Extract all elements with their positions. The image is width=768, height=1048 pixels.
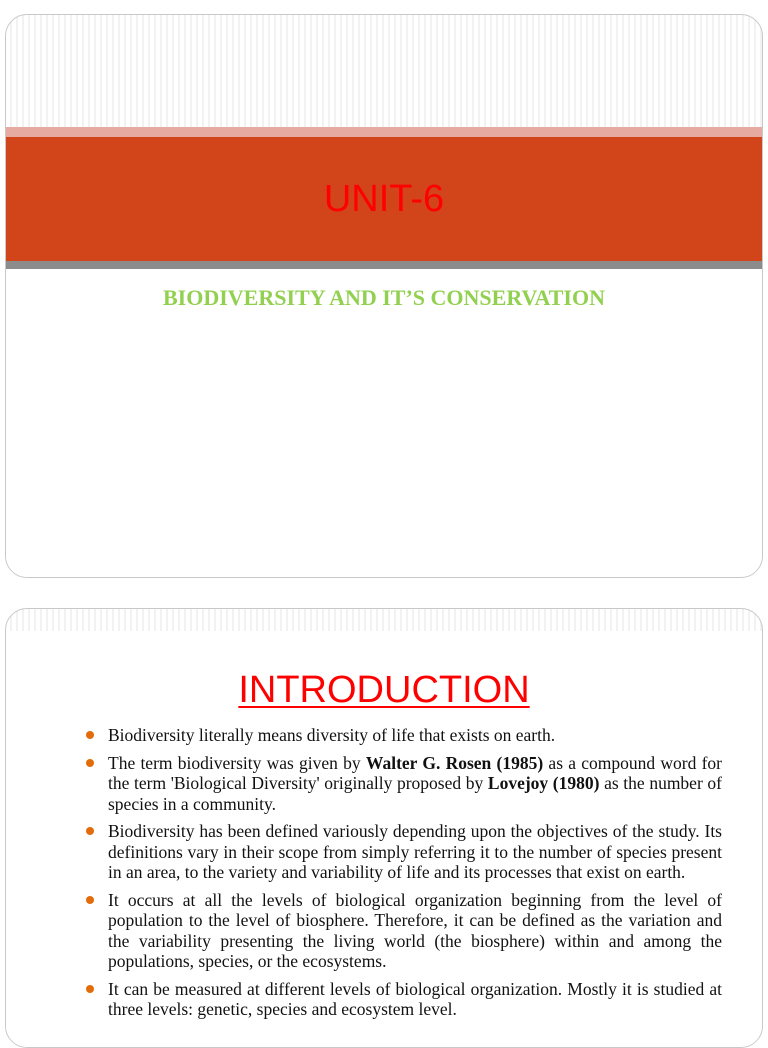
bullet-text: It occurs at all the levels of biological organization beginning from the level of population to the level of biosphere. Therefore, it can be defined as the variation and the variability presenting the living world (the biosphere) within and among the populations, species, or the ecosystems. bbox=[108, 889, 722, 971]
bullet-bold-text: Walter G. Rosen (1985) bbox=[365, 752, 544, 773]
bullet-dot-icon bbox=[86, 985, 94, 993]
title-bottom-band bbox=[6, 261, 762, 269]
bullet-text: as a compound word for the term 'Biological Diversity' originally proposed by bbox=[108, 752, 722, 793]
bullet-text: The term biodiversity was given by bbox=[108, 752, 366, 773]
title-white-area bbox=[6, 269, 762, 577]
bullet-item bbox=[86, 890, 722, 972]
slide-subtitle: BIODIVERSITY AND IT’S CONSERVATION bbox=[163, 285, 605, 310]
bullet-bold-text: Lovejoy (1980) bbox=[487, 773, 600, 793]
bullet-item bbox=[86, 753, 722, 815]
bullet-text: Biodiversity has been defined variously depending upon the objectives of the study. Its definitions vary in their scope from simply referring it to the number of species present in an area, to the variety and variability of life and its processes that exist on earth. bbox=[108, 821, 722, 882]
bullet-text: as the number of species in a community. bbox=[108, 773, 722, 814]
bullet-dot-icon bbox=[86, 759, 94, 767]
bullet-item bbox=[86, 821, 722, 883]
intro-title bbox=[6, 669, 762, 712]
title-top-band bbox=[6, 127, 762, 137]
bullet-text: It can be measured at different levels of biological organization. Mostly it is studied at three levels: genetic, species and ecosystem level. bbox=[108, 978, 722, 1019]
intro-bullet-list bbox=[86, 725, 722, 1027]
bullet-dot-icon bbox=[86, 827, 94, 835]
title-slide bbox=[5, 14, 763, 578]
bullet-dot-icon bbox=[86, 896, 94, 904]
bullet-item bbox=[86, 979, 722, 1020]
bullet-text: Biodiversity literally means diversity of life that exists on earth. bbox=[108, 725, 556, 745]
bullet-dot-icon bbox=[86, 731, 94, 739]
bullet-item bbox=[86, 725, 722, 746]
unit-title: UNIT-6 bbox=[323, 178, 445, 220]
introduction-slide bbox=[5, 608, 763, 1048]
intro-title-text: INTRODUCTION bbox=[238, 669, 530, 711]
